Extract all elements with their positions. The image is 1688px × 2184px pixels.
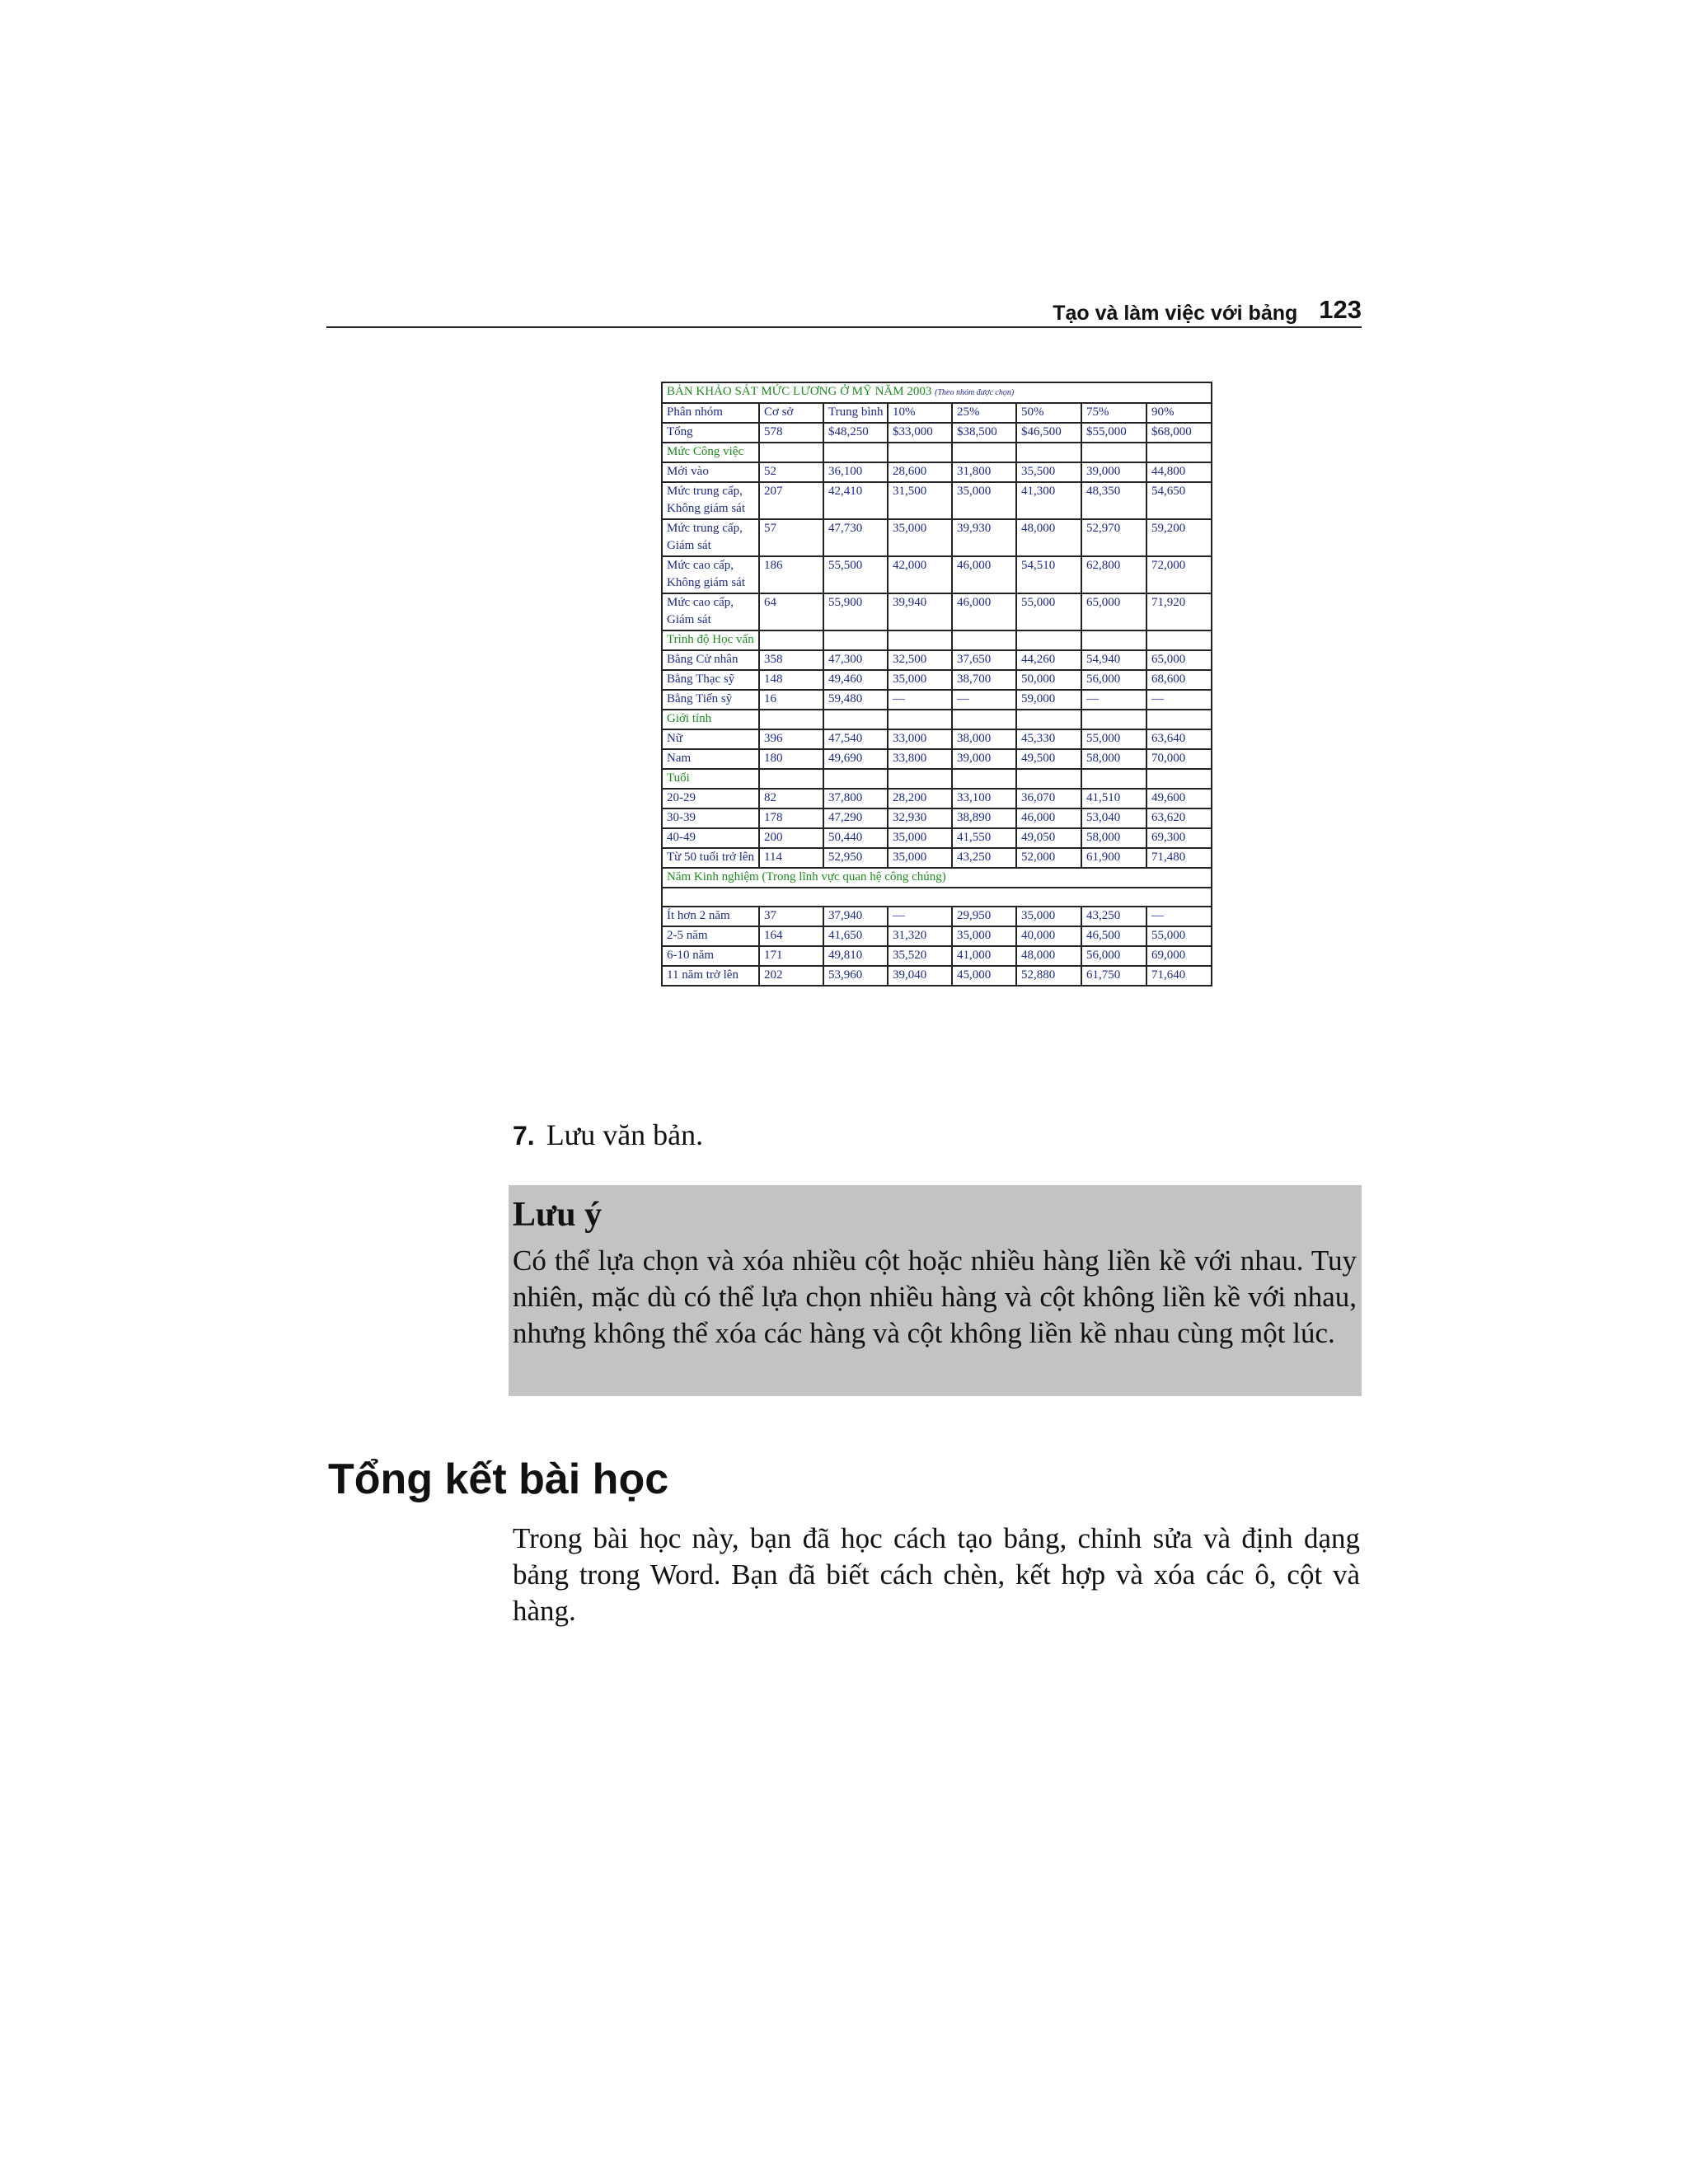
table-cell: 41,000	[952, 946, 1016, 966]
table-cell: 35,000	[888, 828, 952, 848]
table-cell: 35,000	[888, 519, 952, 556]
column-header: 25%	[952, 403, 1016, 423]
table-cell: 39,040	[888, 966, 952, 986]
table-cell: 61,750	[1081, 966, 1146, 986]
table-cell: —	[888, 690, 952, 710]
step-number: 7.	[513, 1121, 535, 1151]
table-cell: —	[1081, 690, 1146, 710]
empty-cell	[1081, 630, 1146, 650]
empty-cell	[952, 443, 1016, 462]
table-row	[662, 519, 1212, 556]
spacer-cell	[662, 888, 1212, 907]
table-cell: 72,000	[1146, 556, 1212, 593]
table-cell: $68,000	[1146, 423, 1212, 443]
table-cell: 52,880	[1016, 966, 1081, 986]
table-cell: 396	[759, 729, 823, 749]
table-header-row	[662, 403, 1212, 423]
column-header: 10%	[888, 403, 952, 423]
table-cell: $46,500	[1016, 423, 1081, 443]
empty-cell	[823, 443, 888, 462]
empty-cell	[888, 630, 952, 650]
table-cell: 171	[759, 946, 823, 966]
table-cell: 70,000	[1146, 749, 1212, 769]
table-cell: 35,520	[888, 946, 952, 966]
table-cell: —	[952, 690, 1016, 710]
table-cell: 50,440	[823, 828, 888, 848]
salary-survey-body	[662, 382, 1212, 986]
table-cell: 41,510	[1081, 789, 1146, 808]
table-cell: 33,100	[952, 789, 1016, 808]
table-row	[662, 749, 1212, 769]
table-cell: 200	[759, 828, 823, 848]
table-cell: 53,040	[1081, 808, 1146, 828]
table-cell: 62,800	[1081, 556, 1146, 593]
empty-cell	[1146, 769, 1212, 789]
table-cell: 37,800	[823, 789, 888, 808]
table-cell: 55,500	[823, 556, 888, 593]
table-cell: 44,260	[1016, 650, 1081, 670]
table-row	[662, 462, 1212, 482]
table-cell: 40,000	[1016, 926, 1081, 946]
table-cell: 20-29	[662, 789, 759, 808]
page-number: 123	[1319, 295, 1362, 324]
table-cell: 65,000	[1081, 593, 1146, 630]
table-cell: 6-10 năm	[662, 946, 759, 966]
salary-survey-table	[661, 382, 1212, 987]
empty-cell	[1016, 769, 1081, 789]
column-header: 50%	[1016, 403, 1081, 423]
empty-cell	[823, 710, 888, 729]
table-cell: 114	[759, 848, 823, 868]
table-cell: Mức cao cấp, Giám sát	[662, 593, 759, 630]
spacer-row	[662, 888, 1212, 907]
table-cell: 37,940	[823, 907, 888, 926]
empty-cell	[759, 769, 823, 789]
empty-cell	[1081, 769, 1146, 789]
table-cell: 31,320	[888, 926, 952, 946]
table-cell: 33,800	[888, 749, 952, 769]
table-cell: 40-49	[662, 828, 759, 848]
table-cell: —	[888, 907, 952, 926]
table-cell: 164	[759, 926, 823, 946]
table-cell: 29,950	[952, 907, 1016, 926]
table-cell: 42,410	[823, 482, 888, 519]
table-cell: 35,000	[888, 848, 952, 868]
table-cell: 38,700	[952, 670, 1016, 690]
section-row	[662, 769, 1212, 789]
column-header: Trung bình	[823, 403, 888, 423]
table-cell: Bằng Thạc sỹ	[662, 670, 759, 690]
table-row	[662, 808, 1212, 828]
table-cell: 54,940	[1081, 650, 1146, 670]
table-row	[662, 907, 1212, 926]
table-cell: 45,000	[952, 966, 1016, 986]
empty-cell	[1016, 630, 1081, 650]
table-cell: 52,000	[1016, 848, 1081, 868]
table-cell: 49,600	[1146, 789, 1212, 808]
table-cell: 46,000	[952, 593, 1016, 630]
table-cell: 55,900	[823, 593, 888, 630]
table-cell: 46,500	[1081, 926, 1146, 946]
section-label: Giới tính	[662, 710, 759, 729]
table-cell: 32,930	[888, 808, 952, 828]
table-row	[662, 690, 1212, 710]
empty-cell	[823, 769, 888, 789]
section-label: Tuổi	[662, 769, 759, 789]
section-heading: Tổng kết bài học	[328, 1455, 669, 1503]
table-cell: 37,650	[952, 650, 1016, 670]
table-row	[662, 670, 1212, 690]
table-row	[662, 650, 1212, 670]
empty-cell	[952, 769, 1016, 789]
table-cell: 180	[759, 749, 823, 769]
table-cell: 48,000	[1016, 519, 1081, 556]
table-cell: 38,000	[952, 729, 1016, 749]
table-cell: 36,070	[1016, 789, 1081, 808]
table-cell: Mức cao cấp, Không giám sát	[662, 556, 759, 593]
table-cell: 28,200	[888, 789, 952, 808]
table-cell: 41,300	[1016, 482, 1081, 519]
column-header: Phân nhóm	[662, 403, 759, 423]
empty-cell	[888, 710, 952, 729]
table-row	[662, 593, 1212, 630]
table-cell: 46,000	[952, 556, 1016, 593]
table-cell: 39,000	[1081, 462, 1146, 482]
table-cell: 59,200	[1146, 519, 1212, 556]
table-cell: 69,300	[1146, 828, 1212, 848]
table-cell: 35,000	[952, 926, 1016, 946]
running-header-title: Tạo và làm việc với bảng	[1053, 302, 1298, 325]
empty-cell	[888, 769, 952, 789]
table-cell: 31,500	[888, 482, 952, 519]
table-cell: 39,940	[888, 593, 952, 630]
table-cell: 49,500	[1016, 749, 1081, 769]
table-cell: 82	[759, 789, 823, 808]
table-cell: 52	[759, 462, 823, 482]
table-cell: 54,510	[1016, 556, 1081, 593]
table-cell: 578	[759, 423, 823, 443]
table-row	[662, 966, 1212, 986]
table-cell: Bằng Cử nhân	[662, 650, 759, 670]
table-cell: 35,000	[1016, 907, 1081, 926]
table-row	[662, 946, 1212, 966]
section-row	[662, 710, 1212, 729]
table-cell: Tổng	[662, 423, 759, 443]
column-header: 90%	[1146, 403, 1212, 423]
table-cell: 56,000	[1081, 946, 1146, 966]
table-title-row	[662, 382, 1212, 403]
table-cell: Mức trung cấp, Giám sát	[662, 519, 759, 556]
table-cell: 64	[759, 593, 823, 630]
table-cell: 56,000	[1081, 670, 1146, 690]
table-cell: 2-5 năm	[662, 926, 759, 946]
table-cell: 52,950	[823, 848, 888, 868]
table-row	[662, 729, 1212, 749]
table-cell: 50,000	[1016, 670, 1081, 690]
table-cell: 47,540	[823, 729, 888, 749]
step-text: Lưu văn bản.	[546, 1118, 704, 1151]
table-cell: 55,000	[1146, 926, 1212, 946]
table-cell: 49,050	[1016, 828, 1081, 848]
table-cell: $48,250	[823, 423, 888, 443]
empty-cell	[888, 443, 952, 462]
table-cell: 54,650	[1146, 482, 1212, 519]
table-cell: 31,800	[952, 462, 1016, 482]
table-cell: 49,690	[823, 749, 888, 769]
table-cell: 69,000	[1146, 946, 1212, 966]
table-cell: 202	[759, 966, 823, 986]
table-cell: 47,730	[823, 519, 888, 556]
table-cell: 37	[759, 907, 823, 926]
table-cell: 42,000	[888, 556, 952, 593]
table-cell: 58,000	[1081, 749, 1146, 769]
table-cell: 52,970	[1081, 519, 1146, 556]
empty-cell	[759, 710, 823, 729]
empty-cell	[759, 630, 823, 650]
table-cell: 55,000	[1081, 729, 1146, 749]
table-cell: 32,500	[888, 650, 952, 670]
table-cell: 43,250	[952, 848, 1016, 868]
empty-cell	[1081, 710, 1146, 729]
table-cell: 49,810	[823, 946, 888, 966]
table-cell: 49,460	[823, 670, 888, 690]
table-cell: 61,900	[1081, 848, 1146, 868]
table-cell: 71,480	[1146, 848, 1212, 868]
table-cell: Bằng Tiến sỹ	[662, 690, 759, 710]
table-cell: Nam	[662, 749, 759, 769]
total-row	[662, 423, 1212, 443]
empty-cell	[1146, 443, 1212, 462]
table-cell: Nữ	[662, 729, 759, 749]
empty-cell	[1016, 710, 1081, 729]
running-header	[326, 285, 1362, 328]
empty-cell	[952, 710, 1016, 729]
table-title-cell	[662, 382, 1212, 403]
table-cell: 65,000	[1146, 650, 1212, 670]
table-cell: 47,300	[823, 650, 888, 670]
table-cell: 45,330	[1016, 729, 1081, 749]
empty-cell	[1081, 443, 1146, 462]
table-cell: 59,000	[1016, 690, 1081, 710]
table-row	[662, 482, 1212, 519]
table-row	[662, 848, 1212, 868]
table-cell: 59,480	[823, 690, 888, 710]
table-cell: Từ 50 tuổi trở lên	[662, 848, 759, 868]
table-cell: 178	[759, 808, 823, 828]
table-cell: 46,000	[1016, 808, 1081, 828]
table-cell: $55,000	[1081, 423, 1146, 443]
table-cell: 68,600	[1146, 670, 1212, 690]
table-row	[662, 926, 1212, 946]
table-cell: 36,100	[823, 462, 888, 482]
table-cell: 38,890	[952, 808, 1016, 828]
table-cell: 35,500	[1016, 462, 1081, 482]
table-row	[662, 828, 1212, 848]
table-cell: 11 năm trở lên	[662, 966, 759, 986]
table-title: BẢN KHẢO SÁT MỨC LƯƠNG Ở MỸ NĂM 2003	[667, 385, 932, 398]
table-cell: 358	[759, 650, 823, 670]
column-header: Cơ sở	[759, 403, 823, 423]
table-cell: —	[1146, 907, 1212, 926]
table-cell: 71,640	[1146, 966, 1212, 986]
table-cell: $38,500	[952, 423, 1016, 443]
empty-cell	[759, 443, 823, 462]
table-cell: 39,930	[952, 519, 1016, 556]
table-cell: 207	[759, 482, 823, 519]
table-row	[662, 789, 1212, 808]
table-cell: Ít hơn 2 năm	[662, 907, 759, 926]
column-header: 75%	[1081, 403, 1146, 423]
note-title: Lưu ý	[513, 1196, 603, 1234]
section-label: Trình độ Học vấn	[662, 630, 759, 650]
table-cell: 39,000	[952, 749, 1016, 769]
table-cell: 63,640	[1146, 729, 1212, 749]
table-cell: Mới vào	[662, 462, 759, 482]
table-cell: 41,650	[823, 926, 888, 946]
section-row	[662, 868, 1212, 888]
table-cell: 186	[759, 556, 823, 593]
section-label: Năm Kinh nghiệm (Trong lĩnh vực quan hệ công chúng)	[662, 868, 1212, 888]
table-cell: 35,000	[888, 670, 952, 690]
empty-cell	[952, 630, 1016, 650]
empty-cell	[823, 630, 888, 650]
table-cell: 58,000	[1081, 828, 1146, 848]
table-cell: 41,550	[952, 828, 1016, 848]
table-cell: 28,600	[888, 462, 952, 482]
table-row	[662, 556, 1212, 593]
table-cell: 71,920	[1146, 593, 1212, 630]
note-body: Có thể lựa chọn và xóa nhiều cột hoặc nhiều hàng liền kề với nhau. Tuy nhiên, mặc dù có thể lựa chọn nhiều hàng và cột không liền kề với nhau, nhưng không thể xóa các hàng và cột không liền kề nhau cùng một lúc.	[513, 1244, 1357, 1349]
table-cell: 63,620	[1146, 808, 1212, 828]
table-cell: 148	[759, 670, 823, 690]
table-cell: 33,000	[888, 729, 952, 749]
table-title-note: (Theo nhóm được chọn)	[935, 388, 1015, 397]
table-cell: 35,000	[952, 482, 1016, 519]
section-body: Trong bài học này, bạn đã học cách tạo bảng, chỉnh sửa và định dạng bảng trong Word. Bạn đã biết cách chèn, kết hợp và xóa các ô, cột và hàng.	[513, 1522, 1360, 1627]
table-cell: 44,800	[1146, 462, 1212, 482]
table-cell: 48,000	[1016, 946, 1081, 966]
section-row	[662, 630, 1212, 650]
note-box	[509, 1185, 1362, 1396]
table-cell: —	[1146, 690, 1212, 710]
section-row	[662, 443, 1212, 462]
section-label: Mức Công việc	[662, 443, 759, 462]
table-cell: Mức trung cấp, Không giám sát	[662, 482, 759, 519]
step-item	[513, 1118, 703, 1152]
table-cell: $33,000	[888, 423, 952, 443]
table-cell: 48,350	[1081, 482, 1146, 519]
table-cell: 30-39	[662, 808, 759, 828]
empty-cell	[1146, 710, 1212, 729]
empty-cell	[1146, 630, 1212, 650]
empty-cell	[1016, 443, 1081, 462]
table-cell: 43,250	[1081, 907, 1146, 926]
table-cell: 47,290	[823, 808, 888, 828]
table-cell: 57	[759, 519, 823, 556]
table-cell: 16	[759, 690, 823, 710]
table-cell: 53,960	[823, 966, 888, 986]
table-cell: 55,000	[1016, 593, 1081, 630]
